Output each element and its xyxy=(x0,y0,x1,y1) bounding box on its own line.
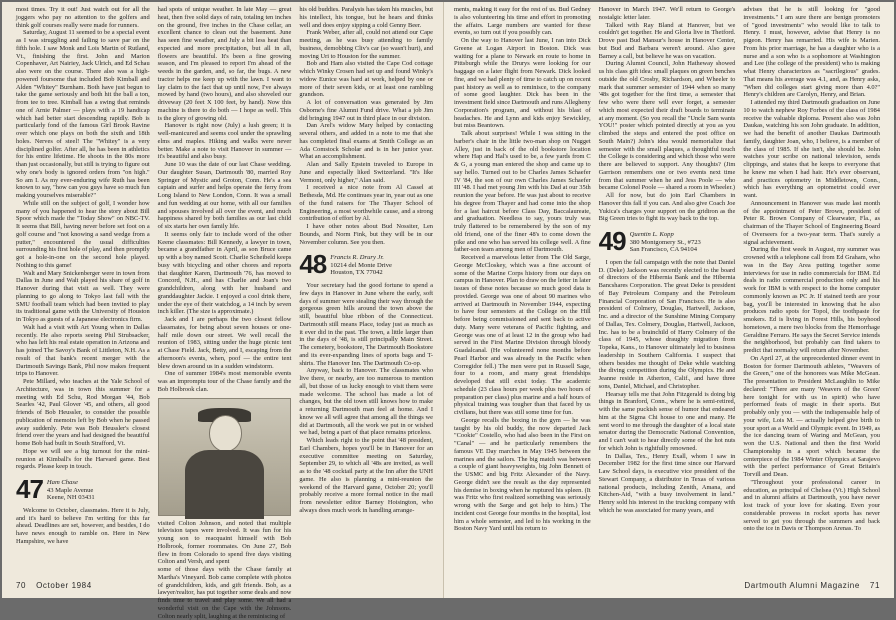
paragraph: Frank Weber, after all, could not attend our Cape meeting, as he was busy attending to family business, demobbing Cliv's car (so wasn't hurt), and moving Uri to Houston for the summer. xyxy=(299,29,434,60)
street-address: 10214 del Monte Drive xyxy=(330,261,392,269)
paragraph: During the first week in August, my summer was crowned with a telephone call from Ed Graham, who was in the Bay Area putting together some interviews for use in radio commercials for IBM. Ed deals in radio commercial production only and his work for IBM is with respect to the home computer commonly known as PC Jr. If stained teeth are your bag, you'll be interested in knowing that he also produces radio spots for Topol, the toothpaste for smokers. Ed is living in Forest Hills, his boyhood hometown, a mere two blocks from the Hemorrhage Geraldine Ferraro. He says the Secret Service intends the neighborhood, but probably can find takers to predict that normalcy will return after November. xyxy=(743,246,881,354)
paragraph: some of those days with the Chase family at Martha's Vineyard. Bob came complete with photos of grandchildren, kids, and gift friends. Bob, as a lawyer/realtor, has put together some deals and now finds time to travel and play some. We all had a wonderful visit on the Cape with the Johnsons. Colton nearly split, laughing at the reminiscing of xyxy=(157,566,292,620)
paragraph: On the way to Hanover last June, I ran into Dick Greene at Logan Airport in Boston. Dick was waiting for a plane to Newark en route to home in Pittsburgh while the Drurys were looking for our baggage on a later flight from Newark. Dick looked fine, and we had plenty of time to catch up on recent past history as well as to reminisce, to the company of some good laughter. Dick has been in the investment field since Dartmouth and runs Allegheny Corporation's program, and without his blast of headaches. He and Lynn and kids enjoy Sewickley, but miss Beantown. xyxy=(454,37,591,130)
page-number: 70 xyxy=(16,581,27,590)
left-column-2 xyxy=(157,6,292,620)
paragraph: Jack and I are perhaps the two closest fellow classmates, for being about seven houses or one-half mile down our street. We well recall the reunion of 1983, sitting under the huge picnic tent at Chase Field. Jack, Betty, and I, escaping from the afternoon's events, when, poof — the entire tent blew down around us in a sudden windstorm. xyxy=(157,316,292,370)
paragraph: visited Colton Johnson, and noted that multiple television tapes were involved. It was fun for his young son to reacquaint himself with Bob Holbrook, former roommates. On June 27, Bob flew in from Colorado to spend five days visiting Colton and Versh, and spent xyxy=(157,519,292,566)
left-page xyxy=(2,2,444,620)
paragraph: While still on the subject of golf, I wonder how many of you happened to hear the story about Bill Spoor which made the "Today Show" on NBC-TV. It seems that Bill, having never before set foot on a golf course and "not knowing a sand wedge from a putter," encountered the usual difficulties surrounding his first hole of play, and then promptly got a hole-in-one on the second hole played. Nothing to this game! xyxy=(16,199,150,269)
class-header-48 xyxy=(299,249,433,280)
paragraph: One of summer 1984's most memorable events was an impromptu tour of the Chase family and the Bob Holbrook clan. xyxy=(157,370,292,393)
paragraph: Hanover in March 1947. We'll return to George's nostalgic letter later. xyxy=(598,6,736,21)
class-year: 48 xyxy=(299,249,327,280)
paragraph: Bob and Ham also visited the Cape Cod cottage which Winky Crosen had set up and found Winky's widow Eunice was hard at work, helped by one or more of their seven kids, or at least one rambling grandson. xyxy=(299,60,434,99)
right-columns xyxy=(454,6,880,574)
paragraph: Received a marvelous letter from The Old Sarge, George McCloskey, which was a fine account of some of the Marine Corps history from our days on campus in Hanover. Plan to draw on the letter in later issues of these notes because so much good data is provided. George was one of about 90 marines who arrived at Dartmouth in November 1944, expecting to have four semesters at the College on the Hill before being commissioned and sent back to active duty. Many were veterans of Pacific fighting, and George was one of at least 12 in the group who had served in the First Marine Division through bloody Guadalcanal. (He volunteered none months before Pearl Harbor and was already in the Pacific when Corregidor fell.) The men were put in Russell Sage, four to a room, and many great friendships developed that still exist today. The academic schedule (23 class hours per week plus two hours of preparation per class) plus marine and a half hours of physical training was tougher than that faced by us civilians, but there was still some time for fun. xyxy=(454,254,591,416)
right-column-2 xyxy=(599,6,736,574)
paragraph: Saturday, August 11 seemed to be a special event as I was struggling and failing to save par on the fifth hole. I saw Monk and Lois Martin of Rutland, Vt., finishing the first. John and Marion Copenhaver, Art Nairiey, Jack Ulrich, and Ed Schau also were on the course. There also was a high-powered foursome that included Bob Kimball and Alden "Whitey" Burnham. Both have just begun to take the game seriously and both hit the ball a ton, from tee to tree. Kimball has a swing that reminds one of Arnie Palmer — plays with a 19 handicap which had better start descending rapidly. Bob is particularly fond of the famous Girl Brook Ravine over which one plays on both the sixth and 18th holes. Nerves of steel! The "Whitey" is a very disciplined golfer. After all, he has been in athletics for his entire lifetime. He shoots in the 80s more than just occasionally, but still is trying to figure out why one's body is ignored orders from "on high." So am I. As my ever-enduring wife Ruth has been known to say, "how can you guys have so much fun making yourselves miserable?" xyxy=(16,29,150,199)
paragraph: Talked with Ray Bland at Hanover, but we couldn't get together. He and Gloria live in Thetford. Drove past Bud Mansur's house in Hanover Center, but Bud and Barbara weren't around. Also gave Barney a call, but believe he was on vacation. xyxy=(598,21,736,60)
class-secretary-address xyxy=(330,252,392,277)
paragraph: It seems only fair to include word of the other Keene classmates: Bill Kennedy, a lawyer in town, became a grandfather in April, as son Bruce came up with a boy named Scott. Charlie Scheibeld keeps busy with bicycling and other chores and reports that daughter Karen, Dartmouth '76, has moved to Concord, N.H., and has Charlie and Joan's two grandchildren, along with her husband and granddaughter Jackie. I enjoyed a cool drink there, under the eye of their watchdog, a 14 inch by seven inch killer. (The size is approximate.) xyxy=(157,230,292,316)
paragraph: Hanover is right now (July) a lush green; it is well-manicured and seems cool under the sprawling elms and maples. Hiking and walks were never better. Make a note to visit Hanover in summer — it's beautiful and also busy. xyxy=(157,122,292,161)
secretary-name: Quentin L. Kopp xyxy=(629,231,674,238)
paragraph: ments, making it easy for the rest of us. Bud Gedney is also volunteering his time and effort in promoting the affairs. Large numbers are wanted for these events, so turn out if you possibly can. xyxy=(454,6,591,37)
paragraph: advises that he is still looking for "good investments." I am sure there are benign promoters of "good investments" who would like to talk to Henry. I must, however, advise that Henry is no pigeon. Henry has remarried. His wife is Marien. From his prior marriage, he has a daughter who is a nurse and a son who is a sophomore at Washington and Lee (the college of the president) who is making what Henry characterizes as "sacrilegious" grades. That means his average was 4.1, and, as Henry asks, "When did colleges start giving more than 4.0?" Henry's children are Carolyn, Henry, and Brian. xyxy=(743,6,881,99)
paragraph: I have other notes about Bud Nossiter, Len Bounds, and Norm Fink, but they will be in our November column. See you then. xyxy=(299,223,434,246)
paragraph: Hearsay tells me that John Fitzgerald is doing big things in Branford, Conn., where he is semi-retired, with the same puckish sense of humor that endeared him at the Sigma Chi house to one and many. He sent word to me through the daughter of a local state senator during the Democratic National Convention, and I can't wait to hear directly some of the hot nuts for which John is rightfully renowned. xyxy=(598,390,736,452)
left-column-1 xyxy=(16,6,150,574)
paragraph: I received a nice note from Al Cassel at Bethesda, Md. He continues year in, year out as one of the fund raisers for The Thayer School of Engineering, a most worthwhile cause, and a strong contribution of effort by Al. xyxy=(299,184,434,223)
paragraph: Hope we will see a big turnout for the mini-reunion at Kimball's for the Harvard game. Best regards. Please keep in touch. xyxy=(16,447,150,471)
paragraph: All for now, but do join Earl Chambers in Hanover this fall if you can. And also give Coach Joe Yukica's charges your support on the gridiron as the Big Green tries to fight its way back to the top. xyxy=(598,192,736,223)
paragraph: Welcome to October, classmates. Here it is July, and it's hard to believe I'm writing for this far ahead. Deadlines are set, however, and besides, I do have news enough to ramble on. Here in New Hampshire, we have xyxy=(16,506,150,545)
paragraph: I open the fall campaign with the note that Daniel D. (Deke) Jackson was recently elected to the board of directors of the Hibernia Bank and the Hibernia Bancshares Corporation. The great Deke is president of Bay Petroleum Company and the Petroleum Financial Corporation of San Francisco. He is also president of Colmery, Douglas, Hartwell, Jackson, Inc. and a director of the Sunshine Mining Company of Dallas, Tex. Colmery, Douglas, Hartwell, Jackson, Inc. has to be a brainchild of Harry Colmery of the class of 1945, whose draughty migration from Topeka, Kans., to Hanover ultimately led to business leadership in Southern California. I suspect that others besides me thought of Deke while watching the diving competition during the Olympics. He and Jeanne reside in Atherton, Calif., and have three sons, Daniel, Michael, and Christopher. xyxy=(598,258,736,390)
folio-label: October 1984 xyxy=(36,581,92,590)
city-line: San Francisco, CA 94104 xyxy=(629,246,697,254)
class-header-47 xyxy=(16,474,150,504)
paragraph: George recalls the boxing in the gym — he was taught by his old buddy, the now departed Jack "Cookie" Costello, who had also been in the First on "Canal" — and he particularly remembers the famous VE Day marches in May 1945 between the marines and the sailors. The big match was between a couple of giant heavyweights, big John Bennett of the USMC and big Fritz Alexander of the Navy. George didn't see the result as the day represented his demise in boxing when he ruptured his spleen. (It was Fritz who first realized something was seriously wrong with the Sarge and got help to him.) The incident cost George four months in the hospital, lost him a whole semester, and led to his working in the Boston Navy Yard until his return to xyxy=(454,416,591,533)
class-secretary-address xyxy=(630,229,701,254)
class-secretary-address xyxy=(47,477,95,502)
paragraph: Alan and Sally Epstein traveled to Europe in June and especially liked Switzerland. "It's like Vermont, only higher," Alan said. xyxy=(299,161,434,184)
paragraph: During Alumni Council, John Hatheway showed us his class gift idea: small plaques on green benches outside the old Crosby, Richardson, and Wheeler to mark that summer semester of 1944 when so many '48s got together for the first time, a semester that few who were there will ever forget, a semester which most expected their draft boards to terminate at any moment. (So you recall the "Uncle Sam wants YOU!" poster which pointed directly at you as you climbed the steps and entered the post office on South Main?) John's idea would memorialize that semester with the small plaques, a thoughtful touch the College is considering and which those who were there are believed to support. Any thoughts? (Jim Garrison remembers one or two events next time from that summer when he and Jess Poole — who became Colonel Poole — shared a room in Wheeler.) xyxy=(598,60,736,192)
magazine-spread xyxy=(2,2,894,620)
paragraph: I attended my third Dartmouth graduation on June 10 to watch nephew Roy Forbes of the class of 1984 receive the valuable diploma. Present also was John Daukas, watching his son John graduate. In addition, we had the benefit of another Daukas Dartmouth family, daughter Joan, who, I believe, is a member of the class of 1985. If she isn't, she should be. John watches your scribe on national television, sends clippings, and states that he keeps to everyone that he knew me when I had hair. He's ever observant, and practices optometry in Middletown, Conn., which has everything an optometrist could ever want. xyxy=(743,99,881,199)
paragraph: In Dallas, Tex., Henry Exall, whom I saw in December 1982 for the first time since our Harvard Law School days, is executive vice president of the Stewart Company, a distributor in Texas of various national products, including Zenith, Amana, and Kitchen-Aid, "with a busy involvement in land." Henry sold his interest in the trucking company with which he was associated for many years, and xyxy=(598,452,736,514)
paragraph: June 10 was the date of our last Chase wedding. Our daughter Susan, Dartmouth '80, married Roy Springer of Mystic and Groton, Conn. He's a sea captain and surfer and helps operate the ferry from Long Island to New London, Conn. It was a small and fun wedding at our home, with all our families and spouses involved all over the event, and much happiness shared by both families as our last child of six starts her own family life. xyxy=(157,161,292,230)
paragraph: Walt had a visit with Art Young when in Dallas recently. He also reports seeing Phil Strubsacker, who has left his real estate operation in Arizona and has joined The Savoy's Bank of Littleton, N.H. As a result of that bank's recent merger with the Dartmouth Savings Bank, Phil now makes frequent trips to Hanover. xyxy=(16,323,150,378)
paragraph: Anyway, back to Hanover. The classmates who live there, or nearby, are too numerous to mention all, but those of us lucky enough to visit them were made welcome. The school has made a lot of changes, but the old town still knows how to make a returning Dartmouth man feel at home. And I know we all will agree that among all the things we did at Dartmouth, all the work we put in or wished we had, being a part of that place remains priceless. xyxy=(299,367,434,437)
right-column-1 xyxy=(454,6,591,574)
paragraph: On April 27, at the unprecedented dinner event in Boston for former Dartmouth athletes, "Weavers of the Green," one of the honorees was Mike McGean. The presentation to President McLaughlin to Mike declared: "There are many 'Weavers of the Green' here tonight for with us in spirit) who have performed feats of magic in their sports. But probably only you — with the indispensable help of your wife, Lois M. — actually helped give birth to your sport as a World and Olympic event. In 1949, as the ice dancing team of Waring and McGean, you won the U.S. National and then the first World Championship in a sport which became the centerpiece of the 1984 Winter Olympics at Sarajevo with the perfect performance of Great Britain's Torvill and Dean. xyxy=(743,354,881,478)
secretary-name: Ham Chase xyxy=(46,479,78,486)
secretary-name: Francis R. Drury Jr. xyxy=(330,254,384,262)
paragraph: Pete Millard, who teaches at the Yale School of Architecture, was in town this summer for a meeting with Ed Schu, Rod Morgan '44, Bob Searles '42, Paul Glover '45, and others, all good friends of Bob Heussler, to consider the possible publication of memoirs left by Bob when he passed away suddenly. Pete was Bob Heussler's closest friend over the years and had designed the beautiful home Bob had built in South Strafford, Vt. xyxy=(16,378,150,447)
paragraph: A lot of conversation was generated by Jim Osborne's fine Alumni Fund drive. What a job Jim did bringing 1947 out in third place in our division. xyxy=(299,99,434,122)
city-line: Houston, TX 77042 xyxy=(330,269,383,277)
paragraph: Your secretary had the good fortune to spend a few days in Hanover in June where the early, soft days of summer were stealing their way through the gorgeous green hills around the town above the still, beautiful blue ribbon of the Connecticut. Dartmouth still means Place, today just as much as it ever did in the past. The town, a little larger than in the days of '48, is still principally Main Street. The cemetery, bookstore, The Dartmouth Bookstore and its ever-expanding lines of sports bags and T-shirts. The Hanover Inn. The Dartmouth Co-op. xyxy=(299,282,434,367)
paragraph: his old buddies. Paralysis has taken his muscles, but his intellect, his tongue, but he hears and thinks well and does enjoy sipping a cold Genny Beer. xyxy=(299,6,434,29)
paragraph: "Throughout your professional career in education, as principal of Chelsea (Vt.) High School and in alumni affairs at Dartmouth, you have never lost track of your love for skating. Even your considerable prowess in rocket sports has never served to get you through the summers and back onto the ice in Davis or Thompson Arenas. To xyxy=(743,478,881,533)
photo-body xyxy=(185,450,264,520)
left-folio xyxy=(16,581,102,590)
street-address: 43 Maple Avenue xyxy=(46,486,94,494)
class-year: 47 xyxy=(16,474,43,504)
paragraph: Which leads right to the point that '48 president, Earl Chambers, hopes you'll be in Hanover for an executive committee meeting on Saturday, September 29, to which all '48s are invited, as well as to the '48 cocktail party at the Inn after the UNH game. He also is planning a mini-reunion the weekend of the Harvard game, October 20; you'll probably receive a more formal notice in the mail from newsletter editor Barney Hoisington, who always does much work in handling arrange- xyxy=(299,437,434,514)
street-address: 380 Montgomery St., #723 xyxy=(629,238,701,246)
page-number: 71 xyxy=(869,581,880,590)
paragraph: Dan Arel's widow Mary helped by contacting several others, and added in a note to me that she has completed final exams at Smith College as an Ada Comstock Scholar and is in her junior year. What an accomplishment. xyxy=(299,122,434,161)
paragraph: Announcement in Hanover was made last month of the appointment of Peter Brown, president of Peter R. Brown Company of Clearwater, Fla., as chairman of the Thayer School of Engineering Board of Overseers for a two-year term. That's surely a signal achievement. xyxy=(743,199,881,246)
class-year: 49 xyxy=(598,226,626,256)
paragraph: Talk about surprises! While I was sitting in the barber's chair in the little two-man shop on Nugget Alley, just in back of the old bookstore location where Hap and Hal's used to be, a few yards from C & G, a young man entered the shop and came up to say hello. Turned out to be Charles James Schaefer IV '84, the son of our own Charles James Schaefer III '48. I had met young Jim with his Dad at our 35th reunion the year before. He was just about to receive his degree from Thayer and had come into the shop for a last haircut before Class Day, Baccalaureate, and graduation. Needless to say, yours truly was truly flattered to be remembered by the son of my old friend, one of the finer 48's to come down the pike and one who has served his college well. A fine father-son team among men of Dartmouth. xyxy=(454,130,591,254)
right-column-3 xyxy=(743,6,880,574)
right-page xyxy=(444,2,894,598)
city-line: Keene, NH 03431 xyxy=(46,494,95,502)
classmate-photo xyxy=(158,398,292,516)
left-column-3 xyxy=(299,6,433,574)
paragraph: Walt and Mary Snickenberger were in town from Dallas in June and Walt played his share of golf in Hanover during that visit as well. They were planning to go along to Tokyo last fall with the SMU football team which had been invited to play its traditional game with the University of Houston in Tokyo as guests of a Japanese electronics firm. xyxy=(16,269,150,323)
right-folio xyxy=(734,581,880,590)
photo-head xyxy=(209,415,243,452)
paragraph: most times. Try it out! Just watch out for all the joggers who pay no attention to the golfers and think golf courses really were made for runners. xyxy=(16,6,150,29)
folio-label: Dartmouth Alumni Magazine xyxy=(744,581,860,590)
class-header-49 xyxy=(598,226,736,256)
paragraph: had spots of unique weather. In late May — great heat, then five solid days of rain, totaling ten inches on the ground, five inches in the Chase cellar, an excellent chance to clean out the basement. June has seen fine weather, and July a bit less heat than expected and more precipitation, but all in all, flowers are beautiful. It's been a fine growing season, and I'm pleased to report I'm ahead of the weeds in the garden, and, so far, the bugs. A new tractor helps me keep up with the lawn. I want to lay claim to the fact that up until now, I've always mowed by hand (two hours), and also shoveled our driveway (20 feet X 100 feet, by hand). Now this machine is there to do both — I hope as well. This is the glory of growing old. xyxy=(157,6,292,122)
